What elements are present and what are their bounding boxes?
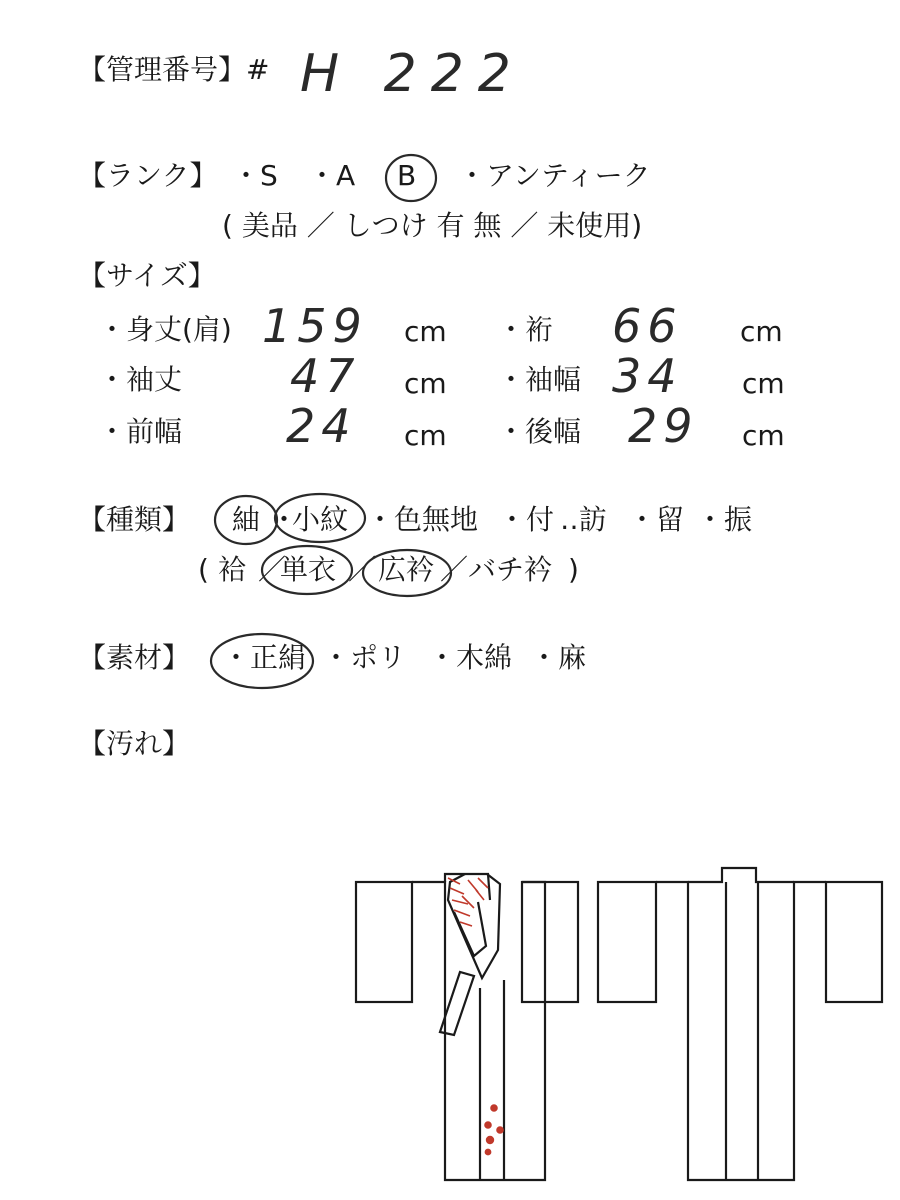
type-paren-open: ( (198, 553, 209, 586)
type-option-tsumugi: 紬 (232, 503, 261, 536)
control-number-handwritten: H 222 (300, 44, 525, 104)
type-option-komon: 小紋 (292, 503, 349, 536)
type-option-awase: 袷 (218, 553, 247, 586)
size-label-front-width: ・前幅 (98, 415, 183, 448)
stain-dot (487, 1137, 494, 1144)
rank-option-b: B (397, 159, 417, 192)
size-label-length: ・身丈(肩) (98, 313, 232, 346)
type-separator: ・ (270, 503, 299, 536)
rank-option-s: ・S (232, 159, 278, 192)
type-option-furisode: ・振 (696, 503, 753, 536)
type-option-hitoe: 単衣 (280, 553, 337, 586)
size-unit: cm (742, 367, 785, 400)
size-value-sleeve-width: 34 (612, 349, 683, 403)
stain-dot (497, 1127, 503, 1133)
size-label-yuki: ・裄 (497, 313, 554, 346)
type-paren-close: ) (568, 553, 579, 586)
type-option-houmongi: ‥訪 (560, 503, 607, 536)
type-label: 【種類】 (78, 503, 191, 536)
size-unit: cm (404, 419, 447, 452)
size-value-length: 159 (262, 299, 368, 353)
size-label-sleeve-width: ・袖幅 (497, 363, 582, 396)
size-value-yuki: 66 (612, 299, 683, 353)
type-option-hiroeri: 広衿 (378, 553, 435, 586)
stains-label: 【汚れ】 (78, 727, 191, 760)
type-option-tsukesage: ・付 (498, 503, 555, 536)
stain-dot (491, 1105, 497, 1111)
size-value-front-width: 24 (286, 399, 357, 453)
material-option-cotton: ・木綿 (428, 641, 513, 674)
size-value-sleeve-length: 47 (290, 349, 361, 403)
size-value-back-width: 29 (628, 399, 699, 453)
stain-dot (485, 1122, 491, 1128)
size-unit: cm (742, 419, 785, 452)
material-label: 【素材】 (78, 641, 191, 674)
rank-option-antique: ・アンティーク (458, 159, 651, 192)
type-separator: ／ (348, 553, 377, 586)
kimono-back-diagram (598, 868, 882, 1180)
type-option-tomesode: ・留 (628, 503, 685, 536)
type-option-bachieri: ／バチ衿 (440, 553, 553, 586)
type-option-iromuji: ・色無地 (366, 503, 479, 536)
control-number-label: 【管理番号】# (78, 53, 270, 86)
kimono-stain-diagram (350, 860, 890, 1190)
material-option-linen: ・麻 (530, 641, 587, 674)
kimono-front-diagram (356, 874, 578, 1180)
size-unit: cm (740, 315, 783, 348)
type-separator: ／ (258, 553, 287, 586)
rank-label: 【ランク】 (78, 159, 218, 192)
material-option-poly: ・ポリ (322, 641, 407, 674)
stain-dot (485, 1149, 490, 1154)
size-label-back-width: ・後幅 (497, 415, 582, 448)
size-unit: cm (404, 367, 447, 400)
rank-option-a: ・A (308, 159, 356, 192)
size-label: 【サイズ】 (78, 259, 216, 292)
size-label-sleeve-length: ・袖丈 (98, 363, 183, 396)
rank-condition-note: ( 美品 ／ しつけ 有 無 ／ 未使用) (222, 209, 643, 242)
material-option-silk: ・正絹 (222, 641, 307, 674)
size-unit: cm (404, 315, 447, 348)
